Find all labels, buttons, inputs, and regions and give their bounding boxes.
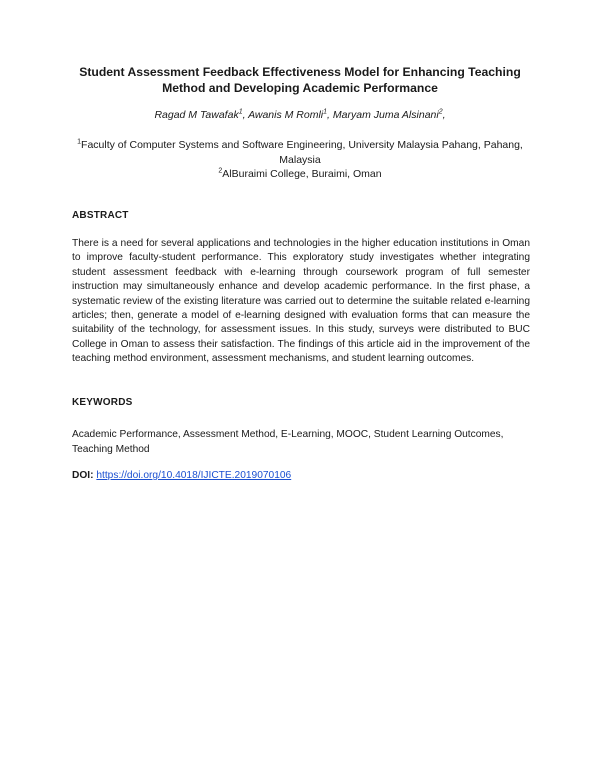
author-separator: , xyxy=(327,109,333,121)
keywords-text: Academic Performance, Assessment Method, E-Learning, MOOC, Student Learning Outcomes, Teaching Method xyxy=(72,429,504,455)
keywords-heading: KEYWORDS xyxy=(72,397,133,408)
abstract-heading: ABSTRACT xyxy=(72,210,129,221)
author-name: Awanis M Romli xyxy=(248,109,324,121)
author-separator: , xyxy=(442,109,446,121)
author-affiliation-marker: 1 xyxy=(238,108,243,116)
author-affiliation-marker: 2 xyxy=(438,108,443,116)
author-name: Ragad M Tawafak xyxy=(154,109,239,121)
affiliation-list xyxy=(70,138,530,182)
affiliation-item xyxy=(70,167,530,182)
affiliation-marker: 1 xyxy=(77,138,82,146)
author-name: Maryam Juma Alsinani xyxy=(332,109,439,121)
author-list xyxy=(70,108,530,122)
doi-link[interactable]: https://doi.org/10.4018/IJICTE.2019070106 xyxy=(96,470,292,481)
author-separator: , xyxy=(242,109,249,121)
affiliation-marker: 2 xyxy=(218,167,223,175)
abstract-text: There is a need for several applications and technologies in the higher education institutions in Oman to improve faculty-student performance. This exploratory study investigates whether integrating student assessment feedback with e-learning through coursework program of full semester instruction may simultaneously enhance and develop academic performance. In the first phase, a systematic review of the existing literature was carried out to determine the suitable related e-learning articles; then, generate a model of e-learning designed with evaluation forms that can measure the suitability of the technology, for assessment issues. In this study, surveys were distributed to BUC College in Oman to assess their satisfaction. The findings of this article aid in the improvement of the teaching method environment, assessment mechanisms, and student learning outcomes. xyxy=(72,238,530,365)
paper-title: Student Assessment Feedback Effectiveness Model for Enhancing Teaching Method and Developing Academic Performance xyxy=(79,65,521,95)
doi-line xyxy=(72,470,291,481)
affiliation-item xyxy=(70,138,530,167)
affiliation-text: Faculty of Computer Systems and Software Engineering, University Malaysia Pahang, Pahang, Malaysia xyxy=(81,139,523,166)
author-affiliation-marker: 1 xyxy=(323,108,328,116)
doi-label: DOI: xyxy=(72,470,94,481)
affiliation-text: AlBuraimi College, Buraimi, Oman xyxy=(222,168,382,180)
